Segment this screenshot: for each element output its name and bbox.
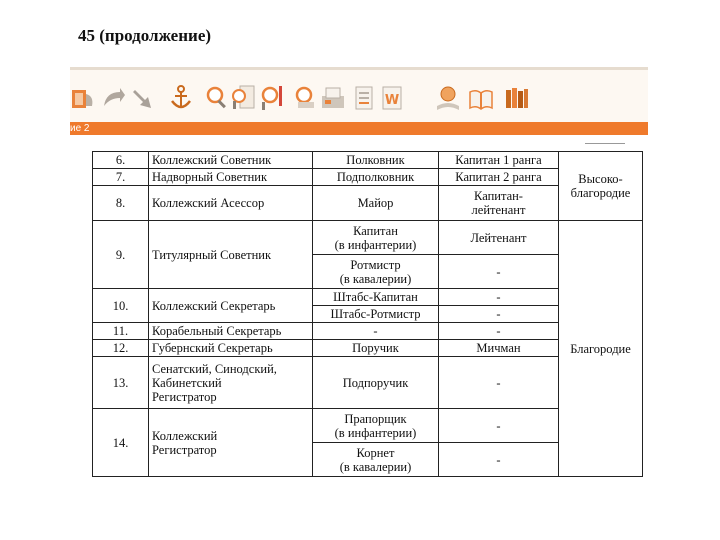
- rank-number: 10.: [93, 289, 149, 323]
- navy-rank: лейтенант: [471, 203, 526, 217]
- army-rank-cell: [313, 221, 439, 255]
- arrow-down-icon[interactable]: [132, 84, 158, 112]
- civil-rank-cell: [149, 357, 313, 409]
- screenshot-image: [70, 67, 648, 495]
- army-rank: Майор: [313, 186, 439, 221]
- rank-number: 11.: [93, 323, 149, 340]
- navy-rank: Лейтенант: [439, 221, 559, 255]
- rank-number: 7.: [93, 169, 149, 186]
- army-rank-cell: [313, 409, 439, 443]
- army-rank-note: (в кавалерии): [339, 271, 412, 286]
- navy-rank: -: [439, 306, 559, 323]
- globe-book-icon[interactable]: [435, 84, 461, 112]
- civil-rank: Регистратор: [152, 442, 217, 457]
- navy-rank: -: [439, 443, 559, 477]
- table-row: [93, 221, 643, 255]
- army-rank: Подполковник: [313, 169, 439, 186]
- civil-rank: Коллежский Советник: [149, 152, 313, 169]
- class-address: Благородие: [559, 221, 643, 477]
- table-row: [93, 152, 643, 169]
- rank-number: 8.: [93, 186, 149, 221]
- army-rank-cell: [313, 443, 439, 477]
- magnifier-icon[interactable]: [204, 84, 230, 112]
- navy-rank: Капитан 1 ранга: [439, 152, 559, 169]
- slide-title: 45 (продолжение): [78, 26, 212, 45]
- army-rank-cell: [313, 255, 439, 289]
- navy-rank: -: [439, 357, 559, 409]
- civil-rank: Коллежский: [152, 428, 218, 443]
- navy-rank: -: [439, 323, 559, 340]
- rank-number: 12.: [93, 340, 149, 357]
- army-rank: Капитан: [353, 223, 398, 238]
- fax-icon[interactable]: [320, 84, 346, 112]
- civil-rank: Коллежский Асессор: [149, 186, 313, 221]
- civil-rank: Надворный Советник: [149, 169, 313, 186]
- army-rank: Подпоручик: [313, 357, 439, 409]
- navy-rank: Мичман: [439, 340, 559, 357]
- arrow-icon[interactable]: [100, 84, 126, 112]
- civil-rank-cell: [149, 409, 313, 477]
- table-corner-mark: [585, 143, 625, 147]
- navy-rank: -: [439, 409, 559, 443]
- army-rank: Полковник: [313, 152, 439, 169]
- open-book-icon[interactable]: [468, 84, 494, 112]
- army-rank-note: (в инфантерии): [334, 237, 417, 252]
- army-rank-note: (в инфантерии): [334, 425, 417, 440]
- rank-number: 6.: [93, 152, 149, 169]
- navy-rank-cell: [439, 186, 559, 221]
- books-icon[interactable]: [504, 84, 530, 112]
- magnifier-pen-icon[interactable]: [260, 84, 286, 112]
- orange-tab-bar: [70, 122, 648, 135]
- army-rank: Поручик: [313, 340, 439, 357]
- anchor-icon[interactable]: [168, 84, 194, 112]
- army-rank: Прапорщик: [344, 411, 407, 426]
- army-rank-note: (в кавалерии): [339, 459, 412, 474]
- civil-rank: Сенатский, Синодский,: [152, 361, 277, 376]
- army-rank: -: [313, 323, 439, 340]
- civil-rank: Корабельный Секретарь: [149, 323, 313, 340]
- army-rank: Ротмистр: [350, 257, 401, 272]
- class-address-cell: [559, 152, 643, 221]
- navy-rank: Капитан-: [474, 189, 523, 203]
- ranks-table: [92, 151, 643, 477]
- word-document-icon[interactable]: [380, 84, 406, 112]
- civil-rank: Губернский Секретарь: [149, 340, 313, 357]
- navy-rank: -: [439, 255, 559, 289]
- svg-text:W: W: [384, 93, 400, 108]
- magnifier-list-icon[interactable]: [230, 84, 256, 112]
- civil-rank: Кабинетский: [152, 375, 222, 390]
- magnifier-doc-icon[interactable]: [292, 84, 318, 112]
- toolbar: [70, 67, 648, 124]
- navy-rank: Капитан 2 ранга: [439, 169, 559, 186]
- class-address: Высоко-: [578, 172, 623, 186]
- navy-rank: -: [439, 289, 559, 306]
- army-rank: Корнет: [356, 445, 395, 460]
- book-hand-icon[interactable]: [70, 84, 96, 112]
- document-icon[interactable]: [352, 84, 378, 112]
- rank-number: 9.: [93, 221, 149, 289]
- class-address: благородие: [570, 186, 631, 200]
- civil-rank: Регистратор: [152, 389, 217, 404]
- rank-number: 13.: [93, 357, 149, 409]
- army-rank: Штабс-Капитан: [313, 289, 439, 306]
- rank-number: 14.: [93, 409, 149, 477]
- civil-rank: Коллежский Секретарь: [149, 289, 313, 323]
- army-rank: Штабс-Ротмистр: [313, 306, 439, 323]
- tab-label: ие 2: [70, 123, 90, 134]
- civil-rank: Титулярный Советник: [149, 221, 313, 289]
